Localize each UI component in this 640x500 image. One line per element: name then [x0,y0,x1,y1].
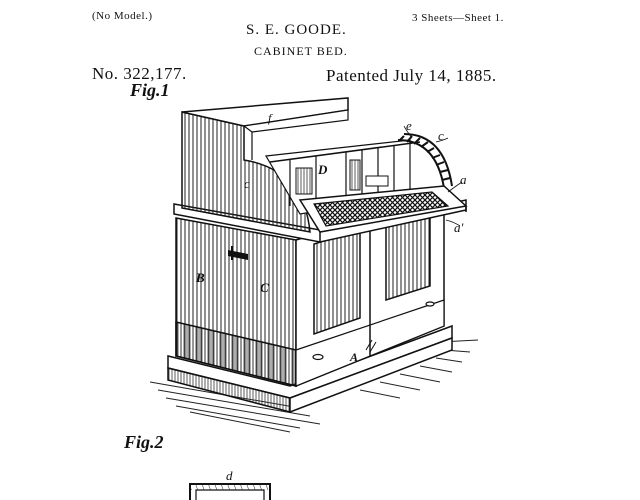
label-B: B [196,270,205,285]
label-D: D [318,162,328,177]
figure-2-label: Fig.2 [124,432,164,452]
label-e: e [406,118,412,133]
patent-number: No. 322,177. [92,64,187,83]
label-C: C [260,280,269,295]
label-a-prime: a' [454,220,464,235]
inventor-name: S. E. GOODE. [246,22,347,38]
label-A: A [350,350,359,364]
document-title: CABINET BED. [254,44,348,58]
figure-1-label: Fig.1 [130,80,170,100]
model-note: (No Model.) [92,10,153,22]
patent-date: Patented July 14, 1885. [326,66,497,85]
sheet-count: 3 Sheets—Sheet 1. [412,12,504,24]
label-a: a [460,172,467,187]
label-d: d [226,468,233,483]
figure-2-detail [190,484,270,500]
figure-1-cabinet [150,98,478,432]
label-c: c [438,128,444,143]
label-c-side: c [244,176,250,191]
label-f: f [268,111,272,125]
